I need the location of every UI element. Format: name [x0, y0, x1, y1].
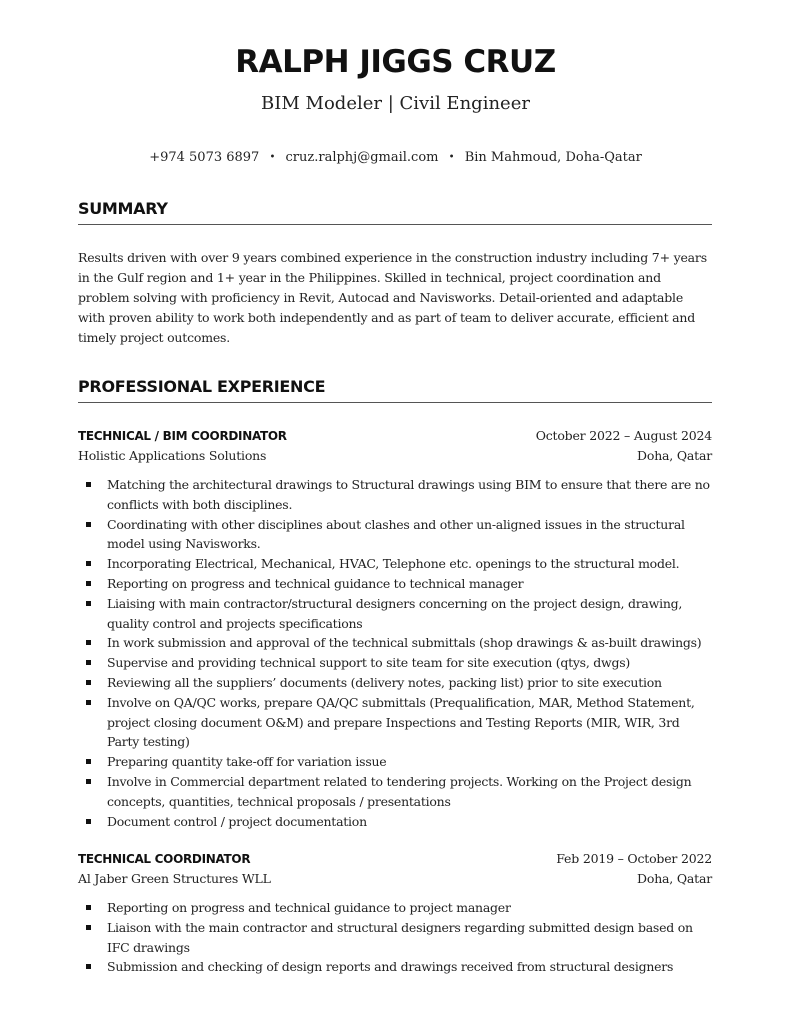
list-item: Involve on QA/QC works, prepare QA/QC submittals (Prequalification, MAR, Method Statement, project closing document O&M) and prepare Inspections and Testing Reports (MIR, WIR, 3rd Party testing) [78, 693, 712, 752]
list-item: Document control / project documentation [78, 812, 712, 832]
company-name: Al Jaber Green Structures WLL [78, 871, 271, 886]
summary-text: Results driven with over 9 years combined experience in the construction industry including 7+ years in the Gulf region and 1+ year in the Philippines. Skilled in technical, project coordination and problem solving with proficiency in Revit, Autocad and Navisworks. Detail-oriented and adaptable with proven ability to work both independently and as part of team to deliver accurate, efficient and timely project outcomes. [78, 250, 707, 345]
list-item: Coordinating with other disciplines about clashes and other un-aligned issues in the structural model using Navisworks. [78, 515, 712, 555]
company-name: Holistic Applications Solutions [78, 448, 267, 463]
list-item: Supervise and providing technical support to site team for site execution (qtys, dwgs) [78, 653, 712, 673]
job-title-row [78, 851, 712, 871]
job-entry [78, 851, 712, 977]
job-title: TECHNICAL / BIM COORDINATOR [78, 429, 287, 443]
experience-heading: PROFESSIONAL EXPERIENCE [78, 377, 712, 403]
job-company-row [78, 448, 712, 468]
summary-heading: SUMMARY [78, 199, 712, 225]
candidate-role: BIM Modeler | Civil Engineer [261, 93, 530, 114]
list-item: Reporting on progress and technical guidance to technical manager [78, 574, 712, 594]
list-item: Involve in Commercial department related to tendering projects. Working on the Project design concepts, quantities, technical proposals / presentations [78, 772, 712, 812]
responsibility-list [78, 475, 712, 831]
list-item: Submission and checking of design reports and drawings received from structural designers [78, 957, 712, 977]
bullet-separator: • [269, 152, 276, 163]
phone-number: +974 5073 6897 [149, 150, 260, 165]
list-item: Reporting on progress and technical guidance to project manager [78, 898, 712, 918]
list-item: Reviewing all the suppliers’ documents (delivery notes, packing list) prior to site execution [78, 673, 712, 693]
job-location: Doha, Qatar [637, 871, 712, 886]
contact-line [0, 150, 791, 165]
job-entry [78, 428, 712, 831]
job-company-row [78, 871, 712, 891]
job-location: Doha, Qatar [637, 448, 712, 463]
responsibility-list [78, 898, 712, 977]
list-item: Liaison with the main contractor and structural designers regarding submitted design based on IFC drawings [78, 918, 712, 958]
bullet-separator: • [448, 152, 455, 163]
list-item: Liaising with main contractor/structural designers concerning on the project design, drawing, quality control and projects specifications [78, 594, 712, 634]
job-title: TECHNICAL COORDINATOR [78, 852, 251, 866]
location: Bin Mahmoud, Doha-Qatar [464, 150, 642, 165]
list-item: Matching the architectural drawings to Structural drawings using BIM to ensure that there are no conflicts with both disciplines. [78, 475, 712, 515]
job-dates: Feb 2019 – October 2022 [556, 851, 712, 866]
email-address[interactable]: cruz.ralphj@gmail.com [285, 150, 439, 165]
job-title-row [78, 428, 712, 448]
list-item: Preparing quantity take-off for variation issue [78, 752, 712, 772]
job-dates: October 2022 – August 2024 [535, 428, 712, 443]
list-item: In work submission and approval of the technical submittals (shop drawings & as-built drawings) [78, 633, 712, 653]
list-item: Incorporating Electrical, Mechanical, HVAC, Telephone etc. openings to the structural model. [78, 554, 712, 574]
candidate-name: RALPH JIGGS CRUZ [235, 44, 556, 80]
